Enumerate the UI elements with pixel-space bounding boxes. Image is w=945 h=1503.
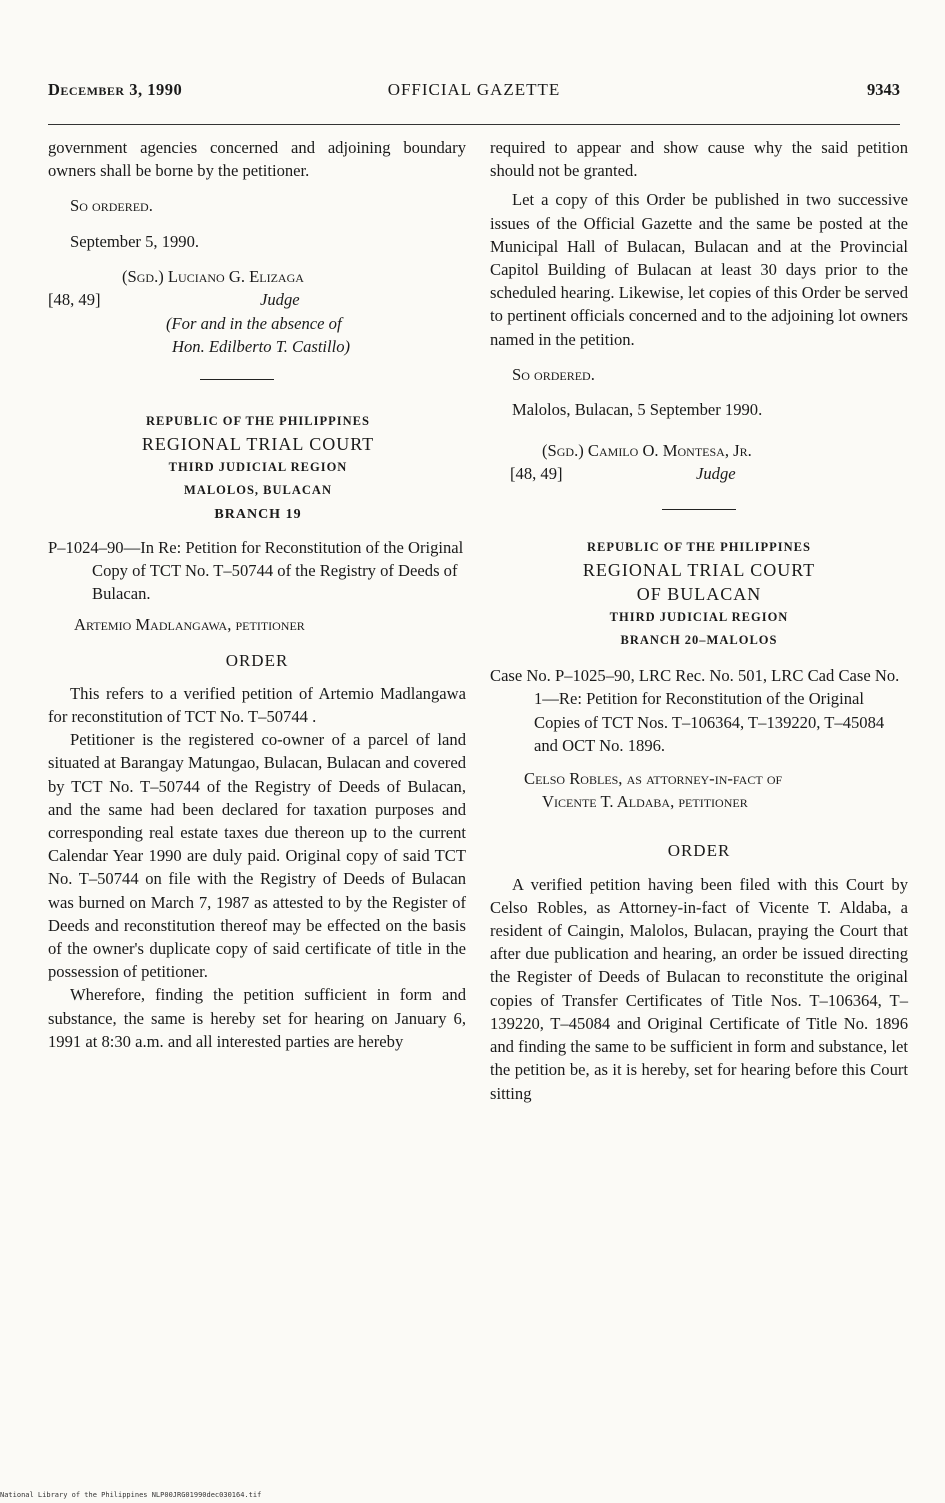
case-caption: Case No. P–1025–90, LRC Rec. No. 501, LRC Cad Case No. 1—Re: Petition for Reconstitution of the Original Copies of TCT Nos. T–106364, T–139220, T–45084 and OCT No. 1896. <box>490 666 900 755</box>
signatory: (Sgd.) Camilo O. Montesa, Jr. <box>542 441 752 461</box>
order-paragraph-2: Petitioner is the registered co-owner of a parcel of land situated at Barangay Matungao, Bulacan, Bulacan and covered by TCT No. T–50744 of the Registry of Deeds of Bulacan, and the same had been declared for taxation purposes and corresponding real estate taxes due thereon up to the current Calendar Year 1990 are duly paid. Original copy of said TCT No. T–50744 on file with the Registry of Deeds of Bulacan was burned on March 7, 1987 as attested to by the Register of Deeds and reconstitution thereof may be effected on the basis of the owner's duplicate copy of said certificate of title in the possession of petitioner. <box>48 730 466 982</box>
continued-text: government agencies concerned and adjoining boundary owners shall be borne by the petitioner. <box>48 138 466 181</box>
order-date: September 5, 1990. <box>70 231 200 251</box>
publication-paragraph: Let a copy of this Order be published in two successive issues of the Official Gazette and the same be posted at the Municipal Hall of Bulacan, Bulacan and at the Provincial Capitol Building of Bulacan at least 30 days prior to the scheduled hearing. Likewise, let copies of this Order be served to pertinent officials concerned and to the adjoining lot owners named in the petition. <box>490 190 908 349</box>
signatory-title: Judge <box>260 289 300 309</box>
publication-title: OFFICIAL GAZETTE <box>387 80 561 99</box>
reference-number: [48, 49] <box>510 464 563 484</box>
so-ordered: So ordered. <box>70 196 153 216</box>
absence-note-2: Hon. Edilberto T. Castillo) <box>172 336 351 356</box>
left-column <box>48 136 466 1053</box>
header-rule <box>48 124 900 125</box>
right-column <box>490 136 908 1105</box>
petitioner-line-1: Celso Robles, as attorney-in-fact of <box>524 769 783 789</box>
page-number: 9343 <box>867 80 900 99</box>
court-republic: REPUBLIC OF THE PHILIPPINES <box>146 413 370 428</box>
order-date: Malolos, Bulacan, 5 September 1990. <box>512 400 763 420</box>
court-republic: REPUBLIC OF THE PHILIPPINES <box>587 540 811 555</box>
court-city: MALOLOS, BULACAN <box>184 483 332 498</box>
petitioner: Artemio Madlangawa, petitioner <box>74 615 305 635</box>
page-header <box>48 80 900 108</box>
court-branch: BRANCH 19 <box>214 506 302 522</box>
order-heading: ORDER <box>667 841 731 861</box>
court-branch: BRANCH 20–MALOLOS <box>620 633 778 648</box>
court-heading <box>48 410 466 526</box>
court-region: THIRD JUDICIAL REGION <box>609 609 789 624</box>
petitioner-line-2: Vicente T. Aldaba, petitioner <box>542 792 748 812</box>
order-paragraph-1: A verified petition having been filed with this Court by Celso Robles, as Attorney-in-fact of Vicente T. Aldaba, a resident of Caingin, Malolos, Bulacan, praying the Court that after due publication and hearing, an order be issued directing the Register of Deeds of Bulacan to reconstitute the original copies of Transfer Certificates of Title Nos. T–106364, T–139220, T–45084 and Original Certificate of Title No. 1896 and finding the same to be sufficient in form and substance, let the petition be, as it is hereby, set for hearing before this Court sitting <box>490 874 908 1103</box>
signatory-title: Judge <box>696 464 736 484</box>
section-separator <box>662 509 736 510</box>
court-heading <box>490 536 908 652</box>
absence-note-1: (For and in the absence of <box>166 313 342 333</box>
reference-number: [48, 49] <box>48 289 101 309</box>
court-name-line-2: OF BULACAN <box>636 583 762 604</box>
signatory: (Sgd.) Luciano G. Elizaga <box>122 266 304 286</box>
order-paragraph-3: Wherefore, finding the petition sufficient in form and substance, the same is hereby set for hearing on January 6, 1991 at 8:30 a.m. and all interested parties are hereby <box>48 985 466 1051</box>
petitioner <box>490 767 908 813</box>
case-caption: P–1024–90—In Re: Petition for Reconstitution of the Original Copy of TCT No. T–50744 of the Registry of Deeds of Bulacan. <box>48 537 464 604</box>
so-ordered: So ordered. <box>512 364 595 384</box>
scan-footer: National Library of the Philippines NLP00JRG01990dec030164.tif <box>0 1491 262 1499</box>
issue-date: December 3, 1990 <box>48 80 183 99</box>
continued-text: required to appear and show cause why the said petition should not be granted. <box>490 138 908 181</box>
court-name: REGIONAL TRIAL COURT <box>141 434 375 455</box>
section-separator <box>200 379 274 380</box>
court-region: THIRD JUDICIAL REGION <box>168 460 348 475</box>
order-heading: ORDER <box>225 650 289 670</box>
court-name-line-1: REGIONAL TRIAL COURT <box>582 560 816 581</box>
order-paragraph-1: This refers to a verified petition of Artemio Madlangawa for reconstitution of TCT No. T–50744 . <box>48 683 466 727</box>
signature-block <box>48 265 466 357</box>
signature-block <box>490 439 908 485</box>
